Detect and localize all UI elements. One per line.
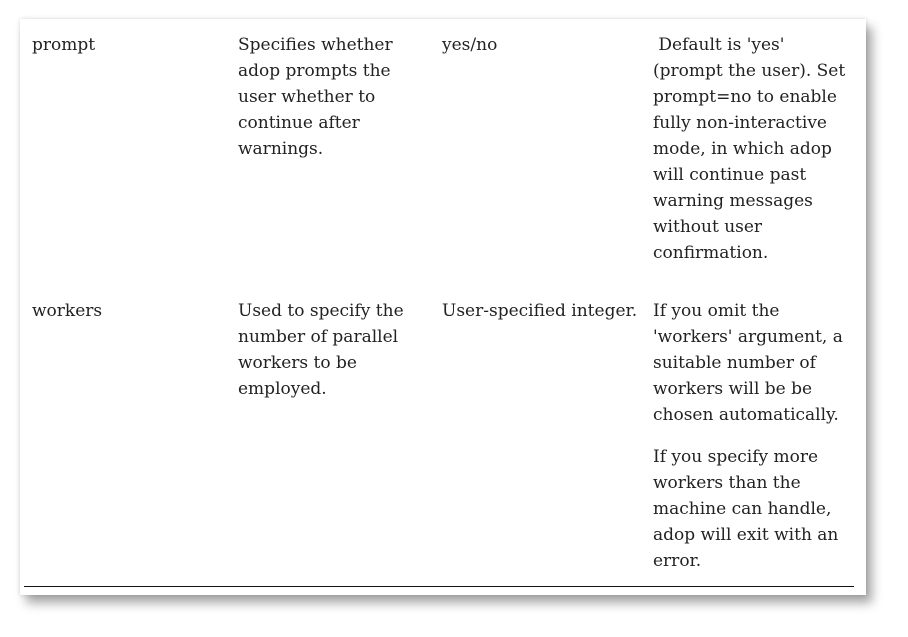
description-cell: Used to specify the number of parallel workers to be employed. — [238, 301, 404, 399]
parameter-name-cell: workers — [32, 301, 103, 321]
table-row — [20, 285, 866, 585]
notes-paragraph: Default is 'yes' (prompt the user). Set prompt=no to enable fully non-interactive mode, in which adop will continue past warning messages without user confirmation. — [653, 35, 851, 263]
notes-paragraph: If you omit the 'workers' argument, a suitable number of workers will be be chosen automatically. — [653, 301, 843, 425]
notes-cell — [653, 298, 853, 574]
values-cell: yes/no — [442, 35, 498, 55]
parameter-table — [20, 19, 866, 585]
description-cell: Specifies whether adop prompts the user whether to continue after warnings. — [238, 35, 393, 159]
document-page — [20, 19, 866, 595]
values-cell: User-specified integer. — [442, 301, 638, 321]
table-bottom-border — [24, 586, 854, 587]
notes-paragraph: If you specify more workers than the machine can handle, adop will exit with an error. — [653, 447, 839, 571]
notes-cell — [653, 32, 853, 266]
table-row — [20, 19, 866, 285]
parameter-name-cell: prompt — [32, 35, 96, 55]
